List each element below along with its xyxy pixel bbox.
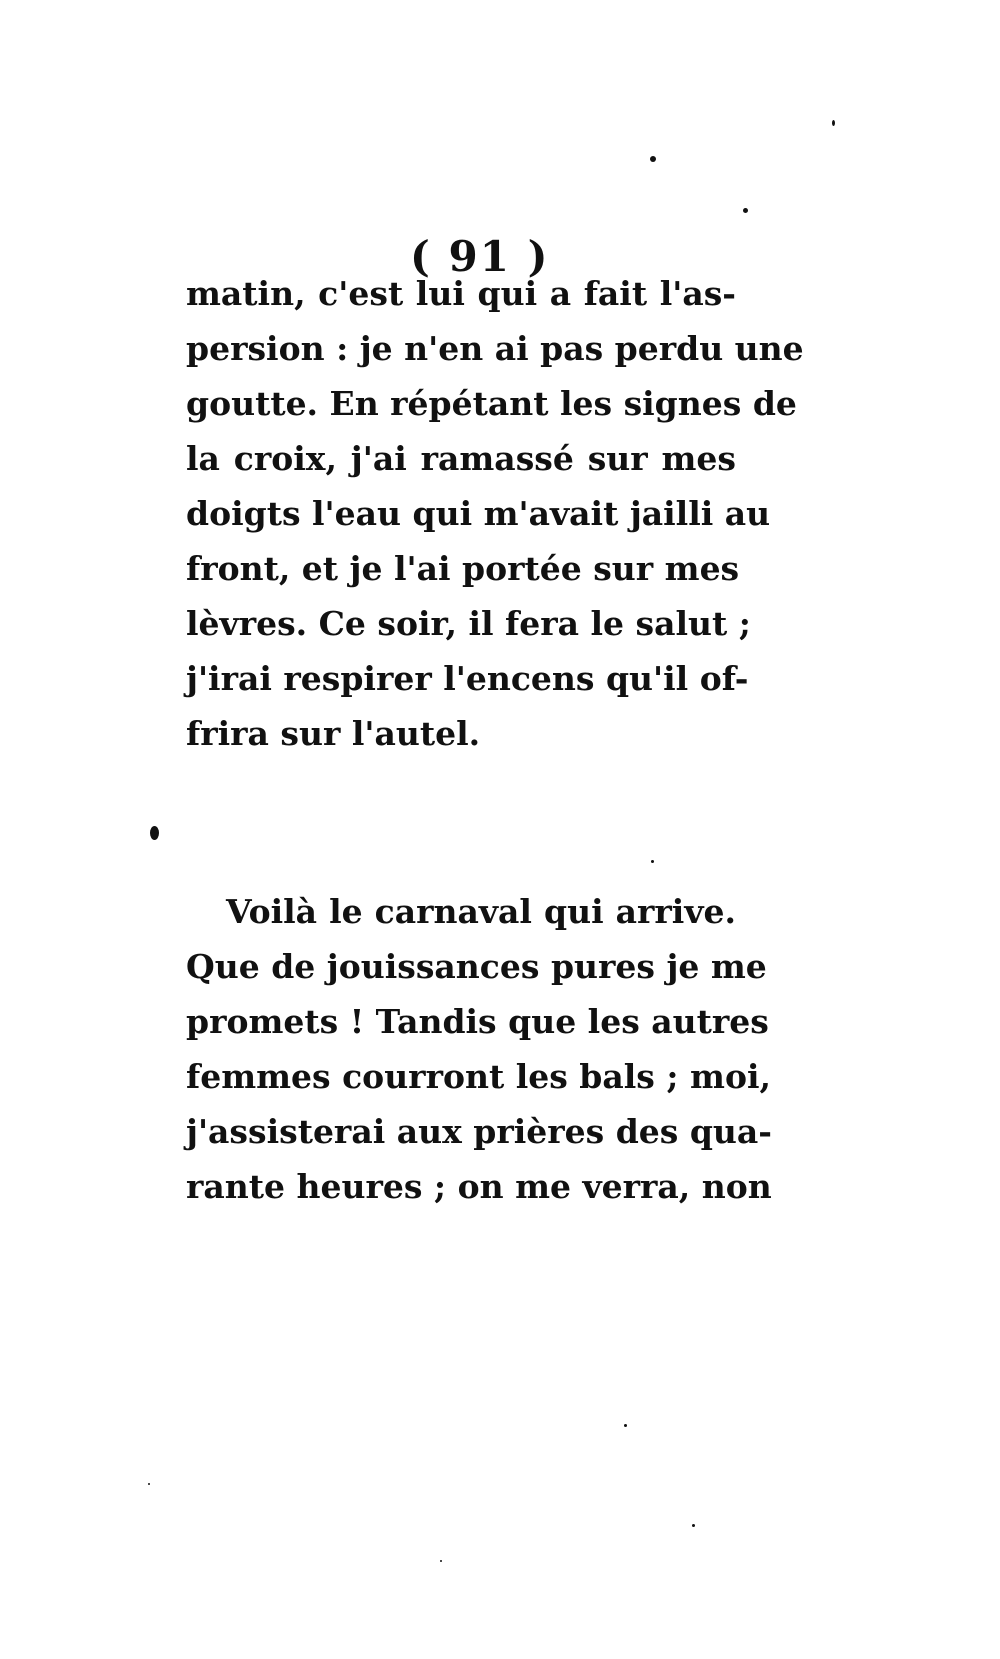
scan-speck — [692, 1524, 695, 1527]
text-line: frira sur l'autel. — [186, 714, 481, 753]
paragraph-2 — [186, 884, 772, 1214]
text-line: doigts l'eau qui m'avait jailli au — [186, 494, 771, 533]
text-line: goutte. En répétant les signes de — [186, 384, 797, 423]
scan-speck — [832, 120, 835, 126]
scan-speck — [148, 1483, 150, 1485]
paragraph-1 — [186, 266, 804, 761]
text-line: Voilà le carnaval qui arrive. — [226, 892, 736, 931]
text-line: matin, c'est lui qui a fait l'as- — [186, 274, 736, 313]
scan-speck — [440, 1560, 442, 1562]
text-line: rante heures ; on me verra, non — [186, 1167, 772, 1206]
scan-speck — [650, 156, 656, 162]
scan-speck — [651, 860, 654, 863]
text-line: front, et je l'ai portée sur mes — [186, 549, 740, 588]
text-line: j'irai respirer l'encens qu'il of- — [186, 659, 749, 698]
scan-speck — [743, 208, 748, 213]
text-line: femmes courront les bals ; moi, — [186, 1057, 771, 1096]
text-line: la croix, j'ai ramassé sur mes — [186, 439, 736, 478]
text-line: persion : je n'en ai pas perdu une — [186, 329, 804, 368]
text-line: lèvres. Ce soir, il fera le salut ; — [186, 604, 751, 643]
text-line: Que de jouissances pures je me — [186, 947, 767, 986]
text-line: j'assisterai aux prières des qua- — [186, 1112, 772, 1151]
scan-speck — [150, 826, 159, 840]
page-number: ( 91 ) — [410, 232, 550, 281]
scan-speck — [624, 1424, 627, 1427]
text-line: promets ! Tandis que les autres — [186, 1002, 769, 1041]
